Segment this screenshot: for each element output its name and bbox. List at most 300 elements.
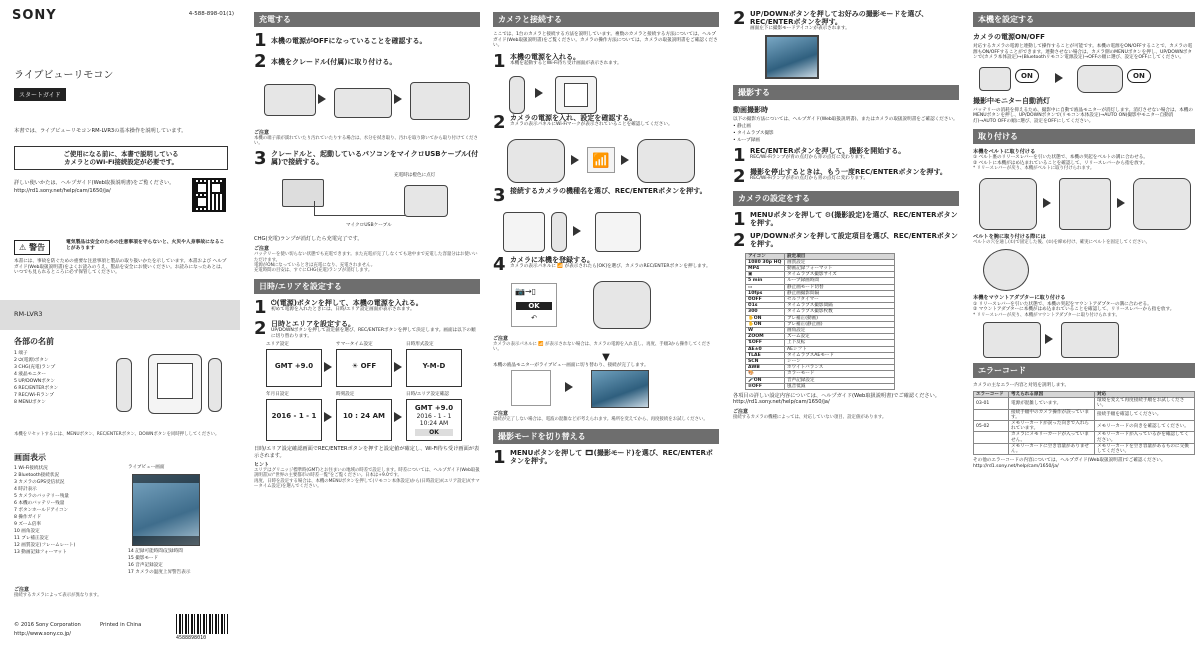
status-bar xyxy=(133,475,199,483)
section-connect: カメラと接続する xyxy=(493,12,719,27)
charge-step-2: 2 本機をクレードル(付属)に取り付ける。 xyxy=(254,53,480,71)
table-row xyxy=(974,443,1195,454)
mode-step-1: 1 MENUボタンを押して 🎞(撮影モード)を選び、REC/ENTERボタンを押す。 xyxy=(493,449,719,467)
confirm-ok-button[interactable]: OK xyxy=(415,429,453,436)
shoot-bullet: • 静止画 xyxy=(733,123,751,129)
screen-label: 日時/エリア設定確認 xyxy=(406,392,449,398)
connect-step-4: 4 カメラに本機を登録する。 カメラの表示パネルに 📶 が表示されたら[OK]を選び、カメラのREC/ENTERボタンを押します。 xyxy=(493,256,719,274)
belt-title: 本機をベルトに取り付ける xyxy=(973,148,1036,155)
mode-screen-illustration xyxy=(755,35,959,79)
parts-title: 各部の名前 xyxy=(14,337,54,346)
register-illustration xyxy=(493,277,719,335)
setting-name-cell: AEシフト xyxy=(785,346,895,352)
cradle-2 xyxy=(334,88,392,118)
note-charge-3: 電源がONになっているときは充電になり、充電されません。 xyxy=(254,263,376,269)
screen-label: サマータイム設定 xyxy=(336,342,373,348)
action-camera-icon xyxy=(507,139,565,183)
setting-name-cell: 静止画撮影間隔 xyxy=(785,290,895,296)
setting-name-cell: ホワイトバランス xyxy=(785,365,895,371)
auto-off-title: 撮影中モニター自動消灯 xyxy=(973,96,1050,105)
help-url[interactable]: http://rd1.sony.net/help/cam/1650/ja/ xyxy=(14,188,111,194)
section-unit-settings: 本機を設定する xyxy=(973,12,1195,27)
setting-name-cell: タイムラプス撮影枚数 xyxy=(785,309,895,315)
mount-illustration xyxy=(973,318,1195,360)
parts-list xyxy=(14,350,114,406)
part-item: 7 REC/Wi-Fiランプ xyxy=(14,393,54,398)
belt-step1-image xyxy=(979,178,1037,230)
section-charge: 充電する xyxy=(254,12,480,27)
qr-code-icon xyxy=(192,178,226,212)
note-head-5: ご注意 xyxy=(733,408,749,415)
note-head-2: ご注意 xyxy=(254,246,270,253)
auto-off-desc: バッテリーの消耗を抑えるため、撮影中に自動で液晶モニターが消灯します。消灯させない場合は、本機のMENUボタンを押し、UP/DOWNボタンで(リモコン本体設定)→AUTO ON(撮影中モニター自動消灯)→AUTO OFFの順に選び、設定をOFFにしてください。 xyxy=(973,107,1193,124)
display-item: 13 動画記録フォーマット xyxy=(14,550,67,555)
camera-power-desc: 対応するカメラの電源と連動して操作することが可能です。本機の電源をON/OFFすることで、カメラの電源もON/OFFすることができます。連動させない場合は、カメラ側のMENUボタンを押し、UP/DOWNボタンで(カメラ本体設定)→(Bluetoothリモコン電源設定)→OFFの順に選び、設定をOFFにしてください。 xyxy=(973,44,1193,61)
connect-step-3-text: 接続するカメラの機種名を選び、REC/ENTERボタンを押す。 xyxy=(510,186,707,195)
remote-liveview-small xyxy=(511,370,551,406)
error-col-header: 考えられる原因 xyxy=(1009,391,1095,397)
error-table xyxy=(973,391,1195,455)
display-item: 2 Bluetooth接続状況 xyxy=(14,473,60,478)
setting-name-cell: 静止画モード切替 xyxy=(785,284,895,290)
camera-display-panel xyxy=(511,283,557,327)
connect-step-2-text: カメラの電源を入れ、設定を確認する。 xyxy=(510,113,637,122)
error-cell: 環境を変えて再度接続手順をお試しください。 xyxy=(1095,398,1195,409)
confirm-date: 2016 - 1 - 1 xyxy=(416,413,452,421)
date-done-text: 日時/エリア設定確認画面でREC/ENTERボタンを押すと設定値が確定し、Wi-Fi待ち受け画面が表示されます。 xyxy=(254,446,480,459)
display-list xyxy=(14,465,124,556)
setting-icon-cell: 300 xyxy=(746,309,785,315)
setting-icon-cell: ✋ON xyxy=(746,321,785,327)
shoot-bullet: • タイムラプス撮影 xyxy=(733,130,774,136)
remote-back-view xyxy=(208,358,222,412)
wrist-belt-image xyxy=(983,249,1029,291)
cradle-1 xyxy=(264,84,316,116)
error-cell: メモリーカードの向きを確認してください。 xyxy=(1095,420,1195,431)
part-item: 2 ⏻(電源)ボタン xyxy=(14,358,49,363)
settings-url[interactable]: http://rd1.sony.net/help/cam/1650/ja/ xyxy=(733,399,830,406)
start-guide-badge: スタートガイド xyxy=(14,88,66,101)
display-title: 画面表示 xyxy=(14,453,46,462)
screen-value: 10 : 24 AM xyxy=(343,412,385,421)
setting-icon-cell: ZOOM xyxy=(746,334,785,340)
section-shoot: 撮影する xyxy=(733,85,959,100)
screen-label: 年月日設定 xyxy=(266,392,289,398)
charge-step-3-text: クレードルと、起動しているパソコンをマイクロUSBケーブル(付属)で接続する。 xyxy=(271,149,479,167)
hint-head: ヒント xyxy=(254,462,270,469)
setting-name-cell: タイムラプス撮影サイズ xyxy=(785,272,895,278)
display-item: 15 撮影モード xyxy=(128,556,159,561)
arrow-icon xyxy=(324,362,332,372)
error-cell: カメラにメモリーカードが入っていません。 xyxy=(1009,432,1095,443)
boxed-line-1: ご使用になる前に、本書で説明している xyxy=(63,150,179,158)
screen-label: エリア設定 xyxy=(266,342,289,348)
setting-icon-cell: AWB xyxy=(746,365,785,371)
model-name: RM-LVR3 xyxy=(14,310,43,318)
belt-illustration xyxy=(973,172,1195,234)
setting-icon-cell: ⇅OFF xyxy=(746,340,785,346)
model-band xyxy=(0,300,240,330)
shoot-step-1: 1 REC/ENTERボタンを押して、撮影を開始する。 REC/Wi-Fiランプが青の点灯から赤の点灯に変わります。 xyxy=(733,147,959,165)
remote-side-view xyxy=(116,358,132,412)
column-connect xyxy=(493,0,719,648)
wrist-title: ベルトを腕に取り付ける際には xyxy=(973,233,1046,240)
belt-step-2-note: * リリースレバーが戻り、本機がベルトに取り付けられます。 xyxy=(973,166,1095,172)
part-item: 1 端子 xyxy=(14,351,28,356)
table-row xyxy=(974,398,1195,409)
arrow-icon xyxy=(394,412,402,422)
arrow-icon xyxy=(394,94,402,104)
part-item: 6 REC/ENTERボタン xyxy=(14,386,59,391)
sony-site-link[interactable]: http://www.sony.co.jp/ xyxy=(14,631,71,637)
note-charge-2: バッテリーを使い切らない状態でも充電できます。また充電が完了しなくても途中まで充電した容量分はお使いいただけます。 xyxy=(254,252,478,263)
product-title: ライブビューリモコン xyxy=(14,70,114,81)
display-item: 1 Wi-Fi接続状況 xyxy=(14,466,48,471)
note-connect-fail: 接続が完了しない場合は、電波の混雑などが考えられます。場所を変えてから、再度接続をお試しください。 xyxy=(493,417,708,423)
date-step-2-desc: UP/DOWNボタンを押して設定値を選び、REC/ENTERボタンを押して決定します。画面は以下の順に切り替わります。 xyxy=(271,328,476,339)
arrow-icon xyxy=(394,362,402,372)
wifi-icon: 📶 xyxy=(587,147,615,173)
liveview-screen-image xyxy=(591,370,649,408)
section-error-code: エラーコード xyxy=(973,363,1195,378)
connect-step-3: 3 接続するカメラの機種名を選び、REC/ENTERボタンを押す。 xyxy=(493,187,719,205)
belt-done-image xyxy=(1133,178,1191,230)
error-cell: 05-02 xyxy=(974,420,1009,431)
note-register: カメラの表示パネルに 📶 が表示されない場合は、カメラの電源を入れ直し、再度、手順3から操作してください。 xyxy=(493,341,711,353)
settings-footer: 各項目の詳しい設定内容については、ヘルプガイド(Web取扱説明書)でご確認ください。 xyxy=(733,393,940,400)
arrow-icon xyxy=(621,155,629,165)
shoot-step-2-desc: REC/Wi-Fiランプが赤の点灯から青の点灯に変わります。 xyxy=(750,175,868,181)
wrist-illustration xyxy=(973,245,1195,295)
error-cell: 接続手順中のカメラ操作が誤っています。 xyxy=(1009,409,1095,420)
screen-value: Y-M-D xyxy=(422,362,446,371)
remote-side xyxy=(551,212,567,252)
warning-label-text: 警告 xyxy=(28,243,45,252)
setting-icon-cell: 5 min xyxy=(746,278,785,284)
barcode-icon xyxy=(176,614,228,634)
part-item: 3 CHG(充電)ランプ xyxy=(14,365,56,370)
camset-step-2: 2 UP/DOWNボタンを押して設定項目を選び、REC/ENTERボタンを押す。 xyxy=(733,231,958,250)
section-attach: 取り付ける xyxy=(973,129,1195,144)
hint-2: 再度、日時を設定する場合は、本機のMENUボタンを押して(リモコン本体設定)から(日時設定)/(エリア設定)/(サマータイム設定)を選んでください。 xyxy=(254,478,480,490)
camera-power-illustration xyxy=(493,135,719,187)
date-step-2: 2 日時とエリアを設定する。 UP/DOWNボタンを押して設定値を選び、REC/ENTERボタンを押して決定します。画面は以下の順に切り替わります。 xyxy=(254,320,480,339)
note-terminal: 本機の端子部が濡れていたり汚れていたりする場合は、水分を拭き取り、汚れを取り除いてから取り付けてください。 xyxy=(254,136,478,147)
setting-icon-cell: ⏱OFF xyxy=(746,297,785,303)
settings-col-header: 設定項目 xyxy=(785,253,895,259)
shoot-step-1-desc: REC/Wi-Fiランプが青の点灯から赤の点灯に変わります。 xyxy=(750,154,868,160)
shoot-bullets xyxy=(733,123,959,144)
date-step-1-text: ⏻(電源)ボタンを押して、本機の電源を入れる。 xyxy=(271,298,423,307)
screen-value: GMT +9.0 xyxy=(274,362,314,371)
settings-col-header: アイコン xyxy=(746,253,785,259)
belt-step-2: ② ベルトに本機がはめ込まれていることを確認して、リリースレバーから指を放す。 xyxy=(973,160,1148,166)
table-row xyxy=(974,420,1195,431)
date-step-1-desc: 初めて電源を入れたときには、日時/エリア設定画面が表示されます。 xyxy=(271,307,415,313)
settings-table-body xyxy=(746,259,895,389)
date-step-1: 1 ⏻(電源)ボタンを押して、本機の電源を入れる。 初めて電源を入れたときには、日時/エリア設定画面が表示されます。 xyxy=(254,299,480,317)
date-screens-row-1 xyxy=(254,342,480,392)
setting-name-cell: ズーム設定 xyxy=(785,334,895,340)
setting-icon-cell: 10fps xyxy=(746,290,785,296)
error-table-body xyxy=(974,398,1195,455)
usb-cable-label: マイクロUSBケーブル xyxy=(346,222,392,228)
back-icon[interactable]: ↶ xyxy=(531,313,537,322)
display-item: 12 画質設定(フレームレート) xyxy=(14,543,76,548)
mode-step-2-desc: 画面左下に撮影モードアイコンが表示されます。 xyxy=(750,26,850,32)
warning-label xyxy=(14,240,50,255)
mount-step-1: ① リリースレバーを引いた状態で、本機の突起をマウントアダプターの溝に合わせる。 xyxy=(973,301,1152,307)
section-date: 日時/エリアを設定する xyxy=(254,279,480,294)
error-url[interactable]: http://rd1.sony.net/help/cam/1650/ja/ xyxy=(973,463,1059,469)
link-icon: 📷→▯ xyxy=(515,286,537,296)
mode-liveview-screen xyxy=(765,35,819,79)
setting-icon-cell: MP4 xyxy=(746,266,785,272)
mount-done-image xyxy=(1061,322,1119,358)
mount-title: 本機をマウントアダプターに取り付ける xyxy=(973,295,1066,302)
error-cell xyxy=(974,432,1009,443)
display-item: 10 画角設定 xyxy=(14,529,40,534)
section-camera-settings: カメラの設定をする xyxy=(733,191,959,206)
setting-name-cell: ブレ補正(静止画) xyxy=(785,321,895,327)
setting-name-cell: 上下反転 xyxy=(785,340,895,346)
sony-logo: SONY xyxy=(12,8,57,23)
setting-icon-cell: AE±0 xyxy=(746,346,785,352)
arrow-icon xyxy=(571,155,579,165)
column-unit-attach-error xyxy=(973,0,1195,648)
arrow-icon xyxy=(318,94,326,104)
power-on-illustration xyxy=(493,74,719,114)
setting-icon-cell: ≋OFF xyxy=(746,383,785,389)
arrow-icon xyxy=(565,382,573,392)
warning-text: 本書には、事故を防ぐための重要な注意事項と製品の取り扱いかたを示しています。本書および ヘルプガイド(Web取扱説明書)をよくお読みのうえ、製品を安全にお使いください。お読みになったあとは、いつでも見られるところに必ず保管してください。 xyxy=(14,259,227,276)
display-item: 16 音声記録設定 xyxy=(128,563,163,568)
shoot-desc: 以下の撮影方法については、ヘルプガイド(Web取扱説明書)、またはカメラの取扱説明書をご確認ください。 xyxy=(733,117,958,122)
remote-diagram xyxy=(108,350,222,420)
mode-step-1-text: MENUボタンを押して 🎞(撮影モード)を選び、REC/ENTERボタンを押す。 xyxy=(510,448,713,465)
setting-name-cell: ブレ補正(動画) xyxy=(785,315,895,321)
settings-screen xyxy=(266,349,322,387)
power-link-illustration xyxy=(973,63,1195,93)
shoot-step-1-text: REC/ENTERボタンを押して、撮影を開始する。 xyxy=(750,146,906,155)
remote-confirm-screen xyxy=(595,212,641,252)
setting-icon-cell: ✋ON xyxy=(746,315,785,321)
error-cell xyxy=(974,443,1009,454)
setting-name-cell: カラーモード xyxy=(785,371,895,377)
mode-step-2: 2 UP/DOWNボタンを押してお好みの撮影モードを選び、REC/ENTERボタンを押す。 画面左下に撮影モードアイコンが表示されます。 xyxy=(733,10,959,32)
connect-intro: ここでは、1台のカメラと接続する方法を説明しています。複数のカメラと接続する方法については、ヘルプガイド(Web取扱説明書)をご覧ください。カメラの操作方法については、カメラの取扱説明書をご確認ください。 xyxy=(493,32,718,49)
charge-step-3: 3 クレードルと、起動しているパソコンをマイクロUSBケーブル(付属)で接続する。 xyxy=(254,149,479,168)
confirm-time: 10:24 AM xyxy=(419,420,449,428)
connect-step-4-text: カメラに本機を登録する。 xyxy=(510,255,594,264)
remote-list-screen xyxy=(503,212,545,252)
remote-icon xyxy=(979,67,1011,91)
setting-icon-cell: ▣ xyxy=(746,272,785,278)
arrow-icon xyxy=(573,226,581,236)
table-row xyxy=(974,432,1195,443)
setting-name-cell: タイムラプス撮影間隔 xyxy=(785,303,895,309)
arrow-icon xyxy=(1043,198,1051,208)
screen-label: 時刻設定 xyxy=(336,392,355,398)
belt-release-image xyxy=(1059,178,1111,230)
camset-step-1-text: MENUボタンを押して ⚙(撮影設定)を選び、REC/ENTERボタンを押す。 xyxy=(750,210,958,227)
wrist-desc: ベルトの穴を通し(①)で固定した後、(②)を締め付け、確実にベルトを固定してください。 xyxy=(973,239,1151,245)
screen-value: GMT +9.0 xyxy=(414,404,454,413)
remote-front-view xyxy=(148,354,202,414)
camset-step-1: 1 MENUボタンを押して ⚙(撮影設定)を選び、REC/ENTERボタンを押す。 xyxy=(733,210,958,229)
settings-table xyxy=(745,253,895,390)
error-col-header: 対応 xyxy=(1095,391,1195,397)
mount-step1-image xyxy=(983,322,1041,358)
live-view-screen xyxy=(132,474,200,546)
setting-name-cell: ループ録画時間 xyxy=(785,278,895,284)
display-item: 6 本機のバッテリー残量 xyxy=(14,501,65,506)
reset-note: 本機をリセットするには、MENUボタン、REC/ENTERボタン、DOWNボタンを同時押ししてください。 xyxy=(14,432,220,437)
connect-step-4-desc: カメラの表示パネルに 📶 が表示されたら[OK]を選び、カメラのREC/ENTERボタンを押します。 xyxy=(510,263,711,269)
display-item: 11 ブレ補正設定 xyxy=(14,536,49,541)
live-view-label: ライブビュー画面 xyxy=(128,465,165,470)
column-charge-date xyxy=(254,0,480,648)
setting-name-cell: 風音低減 xyxy=(785,383,895,389)
display-item: 8 操作ガイド xyxy=(14,515,42,520)
error-cell: メモリーカードに空き容量がありません。 xyxy=(1009,443,1095,454)
part-item: 8 MENUボタン xyxy=(14,400,46,405)
barcode-number: 4588898010 xyxy=(176,635,207,641)
date-step-2-text: 日時とエリアを設定する。 xyxy=(271,319,355,328)
part-number: 4-588-898-01(1) xyxy=(188,11,234,17)
setting-name-cell: 画質設定 xyxy=(785,259,895,265)
part-item: 5 UP/DOWNボタン xyxy=(14,379,55,384)
arrow-icon xyxy=(1045,334,1053,344)
remote-wifi-standby xyxy=(555,76,597,114)
error-intro: カメラの主なエラー内容と対処を説明します。 xyxy=(973,383,1070,389)
setting-name-cell: 画角設定 xyxy=(785,328,895,334)
display-note: 接続するカメラによって表示が異なります。 xyxy=(14,593,102,598)
remote-screen xyxy=(157,363,193,399)
liveview-complete: 本機の液晶モニターがライブビュー画面に切り替わり、接続が完了します。 xyxy=(493,362,649,368)
display-item: 17 カメラの温度上昇警告表示 xyxy=(128,570,191,575)
charge-step-1-text: 本機の電源がOFFになっていることを確認する。 xyxy=(271,37,427,45)
connect-step-1: 1 本機の電源を入れる。 本機を起動するとWi-Fi待ち受け画面が表示されます。 xyxy=(493,53,719,71)
cradle-with-remote xyxy=(404,185,448,217)
belt-step-1: ① ベルト裏のリリースレバーを引いた状態で、本機の突起をベルトの溝に合わせる。 xyxy=(973,154,1148,160)
hint-1: エリアはグリニッジ標準時(GMT)とお住まいの地域の時差で設定します。時差については、ヘルプガイド(Web取扱説明書)の"世界の主要都市の時差一覧"をご覧ください。日本は+9.0です。 xyxy=(254,468,480,479)
mount-step-2-note: * リリースレバーが戻り、本機がマウントアダプターに取り付けられます。 xyxy=(973,312,1120,318)
camset-step-2-text: UP/DOWNボタンを押して設定項目を選び、REC/ENTERボタンを押す。 xyxy=(750,231,958,248)
settings-screen xyxy=(336,399,392,441)
screen-label: 日時形式設定 xyxy=(406,342,434,348)
display-item: 3 カメラのGPS受信状況 xyxy=(14,480,65,485)
mount-step-2: ② マウントアダプターに本機がはめ込まれていることを確認して、リリースレバーから指を放す。 xyxy=(973,307,1175,313)
setting-name-cell: セルフタイマー xyxy=(785,297,895,303)
table-row[interactable] xyxy=(746,383,895,389)
note-head-4: ご注意 xyxy=(493,411,509,418)
charge-done-text: CHG(充電)ランプが消灯したら充電完了です。 xyxy=(254,235,363,242)
setting-icon-cell: SCN xyxy=(746,359,785,365)
shoot-step-2-text: 撮影を停止するときは、もう一度REC/ENTERボタンを押す。 xyxy=(750,167,947,176)
intro-text: 本書では、ライブビューリモコンRM-LVR3の基本操作を説明しています。 xyxy=(14,128,187,134)
display-note-head: ご注意 xyxy=(14,587,30,593)
setting-name-cell: タイムラプスAEモード xyxy=(785,352,895,358)
error-cell: 電源が混雑しています。 xyxy=(1009,398,1095,409)
shoot-bullet: • ループ録画 xyxy=(733,137,760,143)
note-head-3: ご注意 xyxy=(493,335,509,342)
screen-value: ☀ OFF xyxy=(351,362,377,371)
charge-step-2-text: 本機をクレードル(付属)に取り付ける。 xyxy=(271,58,397,66)
shoot-step-2: 2 撮影を停止するときは、もう一度REC/ENTERボタンを押す。 REC/Wi-Fiランプが赤の点灯から青の点灯に変わります。 xyxy=(733,168,959,186)
action-camera-back-icon xyxy=(637,139,695,183)
date-screens-row-2 xyxy=(254,392,480,446)
arrow-icon xyxy=(324,412,332,422)
column-shoot-settings xyxy=(733,0,959,648)
setting-name-cell: 動画記録フォーマット xyxy=(785,266,895,272)
screen-value: 2016 - 1 - 1 xyxy=(271,412,317,421)
setting-icon-cell: 🎨 xyxy=(746,371,785,377)
settings-table-wrap xyxy=(745,253,895,390)
settings-screen xyxy=(406,399,462,441)
note-head-1: ご注意 xyxy=(254,130,270,136)
remote-side xyxy=(509,76,525,114)
error-cell: 03-01 xyxy=(974,398,1009,409)
note-charge-4: 充電時間の目安は、すぐにCHG(充電)ランプが消灯します。 xyxy=(254,268,373,274)
setting-name-cell: 音声記録設定 xyxy=(785,377,895,383)
ok-button[interactable]: OK xyxy=(516,302,552,310)
error-cell xyxy=(974,409,1009,420)
display-item: 14 記録可能時間/記録時間 xyxy=(128,549,183,554)
charge-step-1: 1 本機の電源がOFFになっていることを確認する。 xyxy=(254,32,480,50)
part-item: 4 液晶モニター xyxy=(14,372,46,377)
display-item: 9 ズーム倍率 xyxy=(14,522,42,527)
help-guide-text: 詳しい使いかたは、ヘルプガイド(Web取扱説明書)をご覧ください。 xyxy=(14,180,175,186)
error-col-header: エラーコード xyxy=(974,391,1009,397)
setting-icon-cell: 🎤ON xyxy=(746,377,785,383)
arrow-icon xyxy=(535,88,543,98)
connect-step-2: 2 カメラの電源を入れ、設定を確認する。 カメラの表示パネルにWi-Fiマークが表示されていることを確認してください。 xyxy=(493,114,719,132)
on-badge-camera: ON xyxy=(1127,69,1151,83)
section-shoot-mode: 撮影モードを切り替える xyxy=(493,429,719,444)
settings-screen xyxy=(406,349,462,387)
setting-icon-cell: TLAE xyxy=(746,352,785,358)
printed-in: Printed in China xyxy=(100,622,142,628)
shoot-subtitle: 動画撮影時 xyxy=(733,106,768,114)
note-settings: 接続するカメラの機種によっては、対応していない項目、設定値があります。 xyxy=(733,414,887,420)
cradle-illustration xyxy=(254,74,480,126)
action-camera-icon xyxy=(1077,65,1123,93)
liveview-illustration xyxy=(493,368,719,410)
error-cell: 接続手順を確認してください。 xyxy=(1095,409,1195,420)
connect-step-1-text: 本機の電源を入れる。 xyxy=(510,52,580,61)
setting-icon-cell: ▭ xyxy=(746,284,785,290)
pc-usb-illustration xyxy=(254,171,480,233)
chg-on-label: 充電時は橙色に点灯 xyxy=(394,172,436,178)
display-item: 4 時計表示 xyxy=(14,487,37,492)
mode-step-2-text: UP/DOWNボタンを押してお好みの撮影モードを選び、REC/ENTERボタンを押す。 xyxy=(750,10,929,27)
setting-icon-cell: 1080 30p HQ xyxy=(746,259,785,265)
info-bar xyxy=(133,536,199,545)
arrow-icon xyxy=(1117,198,1125,208)
column-cover xyxy=(0,0,240,648)
error-cell: メモリーカードが入っているかを確認してください。 xyxy=(1095,432,1195,443)
arrow-icon xyxy=(1055,73,1063,83)
usb-cable xyxy=(314,201,405,216)
wifi-required-box xyxy=(14,146,228,170)
on-badge: ON xyxy=(1015,69,1039,83)
error-cell: メモリーカードを空き容量があるものに交換してください。 xyxy=(1095,443,1195,454)
connect-step-2-desc: カメラの表示パネルにWi-Fiマークが表示されていることを確認してください。 xyxy=(510,121,673,127)
table-row xyxy=(974,409,1195,420)
boxed-line-2: カメラとのWi-Fi接続設定が必要です。 xyxy=(64,158,178,166)
display-list-2 xyxy=(128,548,238,576)
